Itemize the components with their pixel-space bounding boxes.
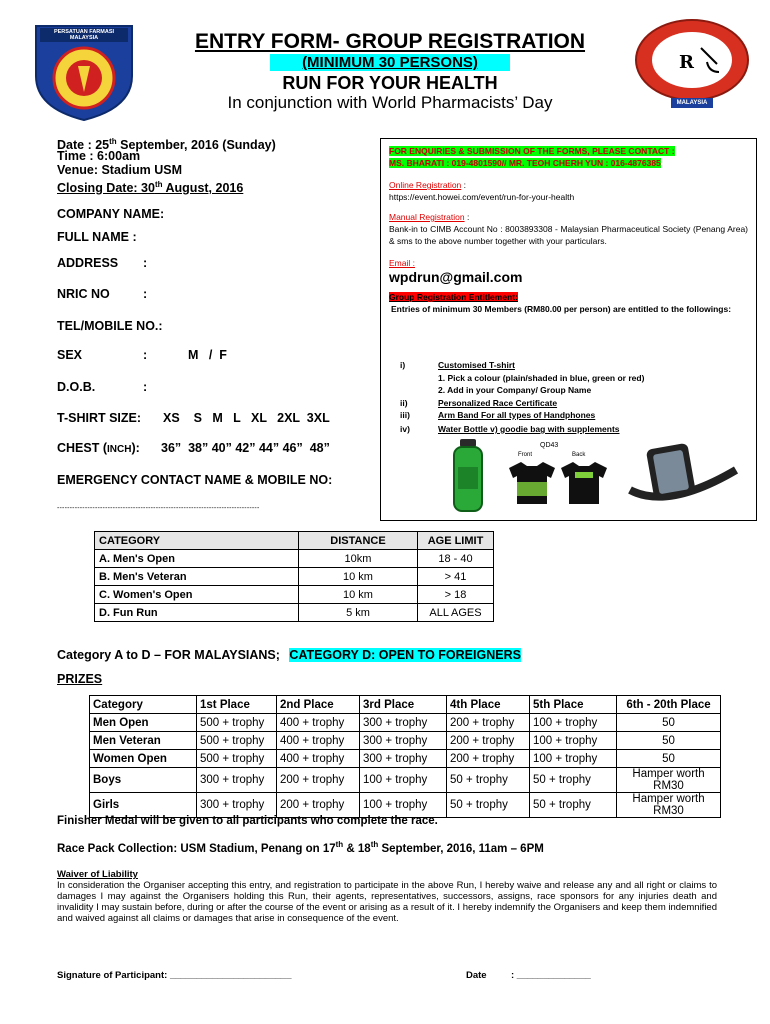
table-cell: 10 km bbox=[299, 586, 418, 604]
table-cell: 500 + trophy bbox=[197, 732, 277, 750]
right-logo-text: MALAYSIA bbox=[676, 100, 708, 106]
dob-label: D.O.B. bbox=[57, 380, 96, 394]
event-name: RUN FOR YOUR HEALTH bbox=[282, 73, 498, 93]
sex-label: SEX bbox=[57, 348, 83, 362]
waiver-text: In consideration the Organiser accepting this entry, and registration to participate in the above Run, I hereby waive and release any and all right or claims to damages I may against the Organisers holding this Run, their agents, representatives, successors, assigns, race sponsors for any injuries death and invalidity I may sustain before, during or after the course of the event or arising as a result of it. I hereby indemnify the Organisers and keep them indemnified and waived against all claims or damages that arise in consequence of the event. bbox=[57, 880, 717, 924]
emergency-line: -------------------------------------------------------------------------------- bbox=[57, 505, 260, 512]
table-cell: 100 + trophy bbox=[530, 750, 617, 768]
table-cell: 50 bbox=[617, 750, 721, 768]
table-row bbox=[95, 568, 494, 586]
full-name-label: FULL NAME : bbox=[57, 230, 137, 244]
entitlement-label: Group Registration Entitlement: bbox=[389, 292, 518, 302]
table-cell: Women Open bbox=[90, 750, 197, 768]
table-row bbox=[95, 532, 494, 550]
online-url[interactable]: https://event.howei.com/event/run-for-your-health bbox=[389, 192, 575, 202]
table-cell: Girls bbox=[90, 793, 197, 818]
waiver-title: Waiver of Liability bbox=[57, 869, 138, 880]
table-cell: 400 + trophy bbox=[277, 732, 360, 750]
form-title: ENTRY FORM- GROUP REGISTRATION bbox=[194, 30, 586, 53]
event-time: Time : 6:00am bbox=[57, 149, 141, 163]
event-venue: Venue: Stadium USM bbox=[57, 163, 183, 177]
table-row bbox=[90, 750, 721, 768]
table-cell: Men Veteran bbox=[90, 732, 197, 750]
shirt-code: QD43 bbox=[540, 442, 559, 449]
date-label: Date bbox=[466, 970, 487, 981]
manual-text: Bank-in to CIMB Account No : 8003893308 - Malaysian Pharmaceutical Society (Penang Area) & sms to the above number together with your particulars. bbox=[389, 224, 748, 246]
prizes-table bbox=[89, 695, 721, 818]
table-header: AGE LIMIT bbox=[418, 532, 494, 550]
right-logo bbox=[633, 18, 751, 110]
race-pack-collection: Race Pack Collection: USM Stadium, Penang on 17th & 18th September, 2016, 11am – 6PM bbox=[57, 840, 544, 855]
table-cell: 50 bbox=[617, 732, 721, 750]
left-logo-text: PERSATUAN FARMASI MALAYSIA bbox=[53, 29, 115, 41]
table-cell: 200 + trophy bbox=[277, 793, 360, 818]
table-row bbox=[90, 714, 721, 732]
table-cell: 300 + trophy bbox=[360, 732, 447, 750]
date-line[interactable]: : ______________ bbox=[511, 970, 591, 981]
address-label: ADDRESS bbox=[57, 256, 119, 270]
table-cell: 50 + trophy bbox=[530, 793, 617, 818]
table-header: DISTANCE bbox=[299, 532, 418, 550]
table-cell: 5 km bbox=[299, 604, 418, 622]
manual-registration: Manual Registration : bbox=[389, 212, 470, 222]
chest-size-options[interactable]: 36” 38” 40” 42” 44” 46” 48” bbox=[161, 441, 330, 455]
table-cell: 400 + trophy bbox=[277, 750, 360, 768]
table-cell: C. Women's Open bbox=[95, 586, 299, 604]
table-cell: Hamper worth RM30 bbox=[617, 768, 721, 793]
nric-label: NRIC NO bbox=[57, 287, 110, 301]
table-cell: 50 bbox=[617, 714, 721, 732]
sex-options[interactable]: M / F bbox=[188, 348, 227, 362]
form-subtitle: (MINIMUM 30 PERSONS) bbox=[270, 54, 510, 71]
item-2: ii) Personalized Race Certificate bbox=[400, 398, 558, 408]
table-cell: 300 + trophy bbox=[360, 750, 447, 768]
table-cell: 50 + trophy bbox=[530, 768, 617, 793]
table-cell: 100 + trophy bbox=[530, 732, 617, 750]
item-1: i) Customised T-shirt bbox=[400, 360, 515, 370]
svg-text:R: R bbox=[679, 52, 694, 73]
event-conjunction: In conjunction with World Pharmacists’ Day bbox=[227, 93, 553, 112]
table-cell: 500 + trophy bbox=[197, 714, 277, 732]
table-cell: 18 - 40 bbox=[418, 550, 494, 568]
shirt-back-label: Back bbox=[572, 452, 586, 458]
prizes-title: PRIZES bbox=[57, 672, 103, 686]
left-logo bbox=[28, 18, 140, 122]
category-note: Category A to D – FOR MALAYSIANS; CATEGORY D: OPEN TO FOREIGNERS bbox=[57, 648, 521, 662]
event-date: Date : 25th September, 2016 (Sunday) bbox=[57, 137, 276, 153]
category-table bbox=[94, 531, 494, 622]
table-cell: > 18 bbox=[418, 586, 494, 604]
tshirt-size-label: T-SHIRT SIZE: bbox=[57, 411, 142, 425]
table-cell: ALL AGES bbox=[418, 604, 494, 622]
table-header: 6th - 20th Place bbox=[617, 696, 721, 714]
armband-image bbox=[628, 440, 738, 510]
chest-label: CHEST (INCH): bbox=[57, 441, 140, 455]
shirt-front-label: Front bbox=[518, 452, 533, 458]
table-header: Category bbox=[90, 696, 197, 714]
table-cell: 400 + trophy bbox=[277, 714, 360, 732]
table-cell: 500 + trophy bbox=[197, 750, 277, 768]
table-cell: 200 + trophy bbox=[447, 750, 530, 768]
email-address[interactable]: wpdrun@gmail.com bbox=[389, 269, 523, 285]
tel-label: TEL/MOBILE NO.: bbox=[57, 319, 163, 333]
signature-line[interactable]: Signature of Participant: _______________________ bbox=[57, 970, 292, 981]
table-header: 3rd Place bbox=[360, 696, 447, 714]
contacts: MS. BHARATI : 019-4801590// MR. TEOH CHERH YUN : 016-4876385 bbox=[389, 158, 661, 168]
table-cell: > 41 bbox=[418, 568, 494, 586]
tshirt-image bbox=[503, 460, 613, 506]
table-row bbox=[95, 550, 494, 568]
email-label: Email : bbox=[389, 258, 415, 268]
dob-colon: : bbox=[143, 380, 148, 394]
closing-date: Closing Date: 30th August, 2016 bbox=[57, 180, 244, 196]
sub-item-2: 2. Add in your Company/ Group Name bbox=[438, 385, 592, 395]
table-header: 4th Place bbox=[447, 696, 530, 714]
table-cell: 200 + trophy bbox=[447, 714, 530, 732]
table-cell: 100 + trophy bbox=[360, 793, 447, 818]
table-cell: 10km bbox=[299, 550, 418, 568]
address-colon: : bbox=[143, 256, 148, 270]
item-3: iii) Arm Band For all types of Handphones bbox=[400, 410, 596, 420]
table-row bbox=[90, 793, 721, 818]
item-4: iv) Water Bottle v) goodie bag with supplements bbox=[400, 424, 620, 434]
table-row bbox=[90, 732, 721, 750]
sex-colon: : bbox=[143, 348, 148, 362]
table-cell: 300 + trophy bbox=[197, 793, 277, 818]
finisher-medal-note: Finisher Medal will be given to all participants who complete the race. bbox=[57, 815, 438, 827]
table-cell: 50 + trophy bbox=[447, 768, 530, 793]
table-cell: Hamper worth RM30 bbox=[617, 793, 721, 818]
table-row bbox=[95, 604, 494, 622]
table-cell: 100 + trophy bbox=[360, 768, 447, 793]
table-header: 1st Place bbox=[197, 696, 277, 714]
entitlement-text: Entries of minimum 30 Members (RM80.00 per person) are entitled to the followings: bbox=[391, 304, 732, 314]
water-bottle-image bbox=[440, 437, 496, 515]
table-row bbox=[90, 768, 721, 793]
table-header: CATEGORY bbox=[95, 532, 299, 550]
table-cell: D. Fun Run bbox=[95, 604, 299, 622]
tshirt-size-options[interactable]: XS S M L XL 2XL 3XL bbox=[163, 411, 330, 425]
table-cell: 10 km bbox=[299, 568, 418, 586]
table-cell: Men Open bbox=[90, 714, 197, 732]
online-registration: Online Registration : bbox=[389, 180, 467, 190]
table-row bbox=[95, 586, 494, 604]
table-cell: 300 + trophy bbox=[360, 714, 447, 732]
table-cell: A. Men's Open bbox=[95, 550, 299, 568]
company-name-label: COMPANY NAME: bbox=[57, 207, 165, 221]
table-header: 5th Place bbox=[530, 696, 617, 714]
table-cell: 200 + trophy bbox=[447, 732, 530, 750]
nric-colon: : bbox=[143, 287, 148, 301]
emergency-contact-label: EMERGENCY CONTACT NAME & MOBILE NO: bbox=[57, 473, 333, 487]
table-cell: 300 + trophy bbox=[197, 768, 277, 793]
table-cell: B. Men's Veteran bbox=[95, 568, 299, 586]
sub-item-1: 1. Pick a colour (plain/shaded in blue, green or red) bbox=[438, 373, 645, 383]
enquiry-title: FOR ENQUIRIES & SUBMISSION OF THE FORMS, PLEASE CONTACT : bbox=[389, 146, 675, 156]
table-row bbox=[90, 696, 721, 714]
table-cell: 200 + trophy bbox=[277, 768, 360, 793]
table-cell: 100 + trophy bbox=[530, 714, 617, 732]
table-cell: Boys bbox=[90, 768, 197, 793]
table-cell: 50 + trophy bbox=[447, 793, 530, 818]
table-header: 2nd Place bbox=[277, 696, 360, 714]
